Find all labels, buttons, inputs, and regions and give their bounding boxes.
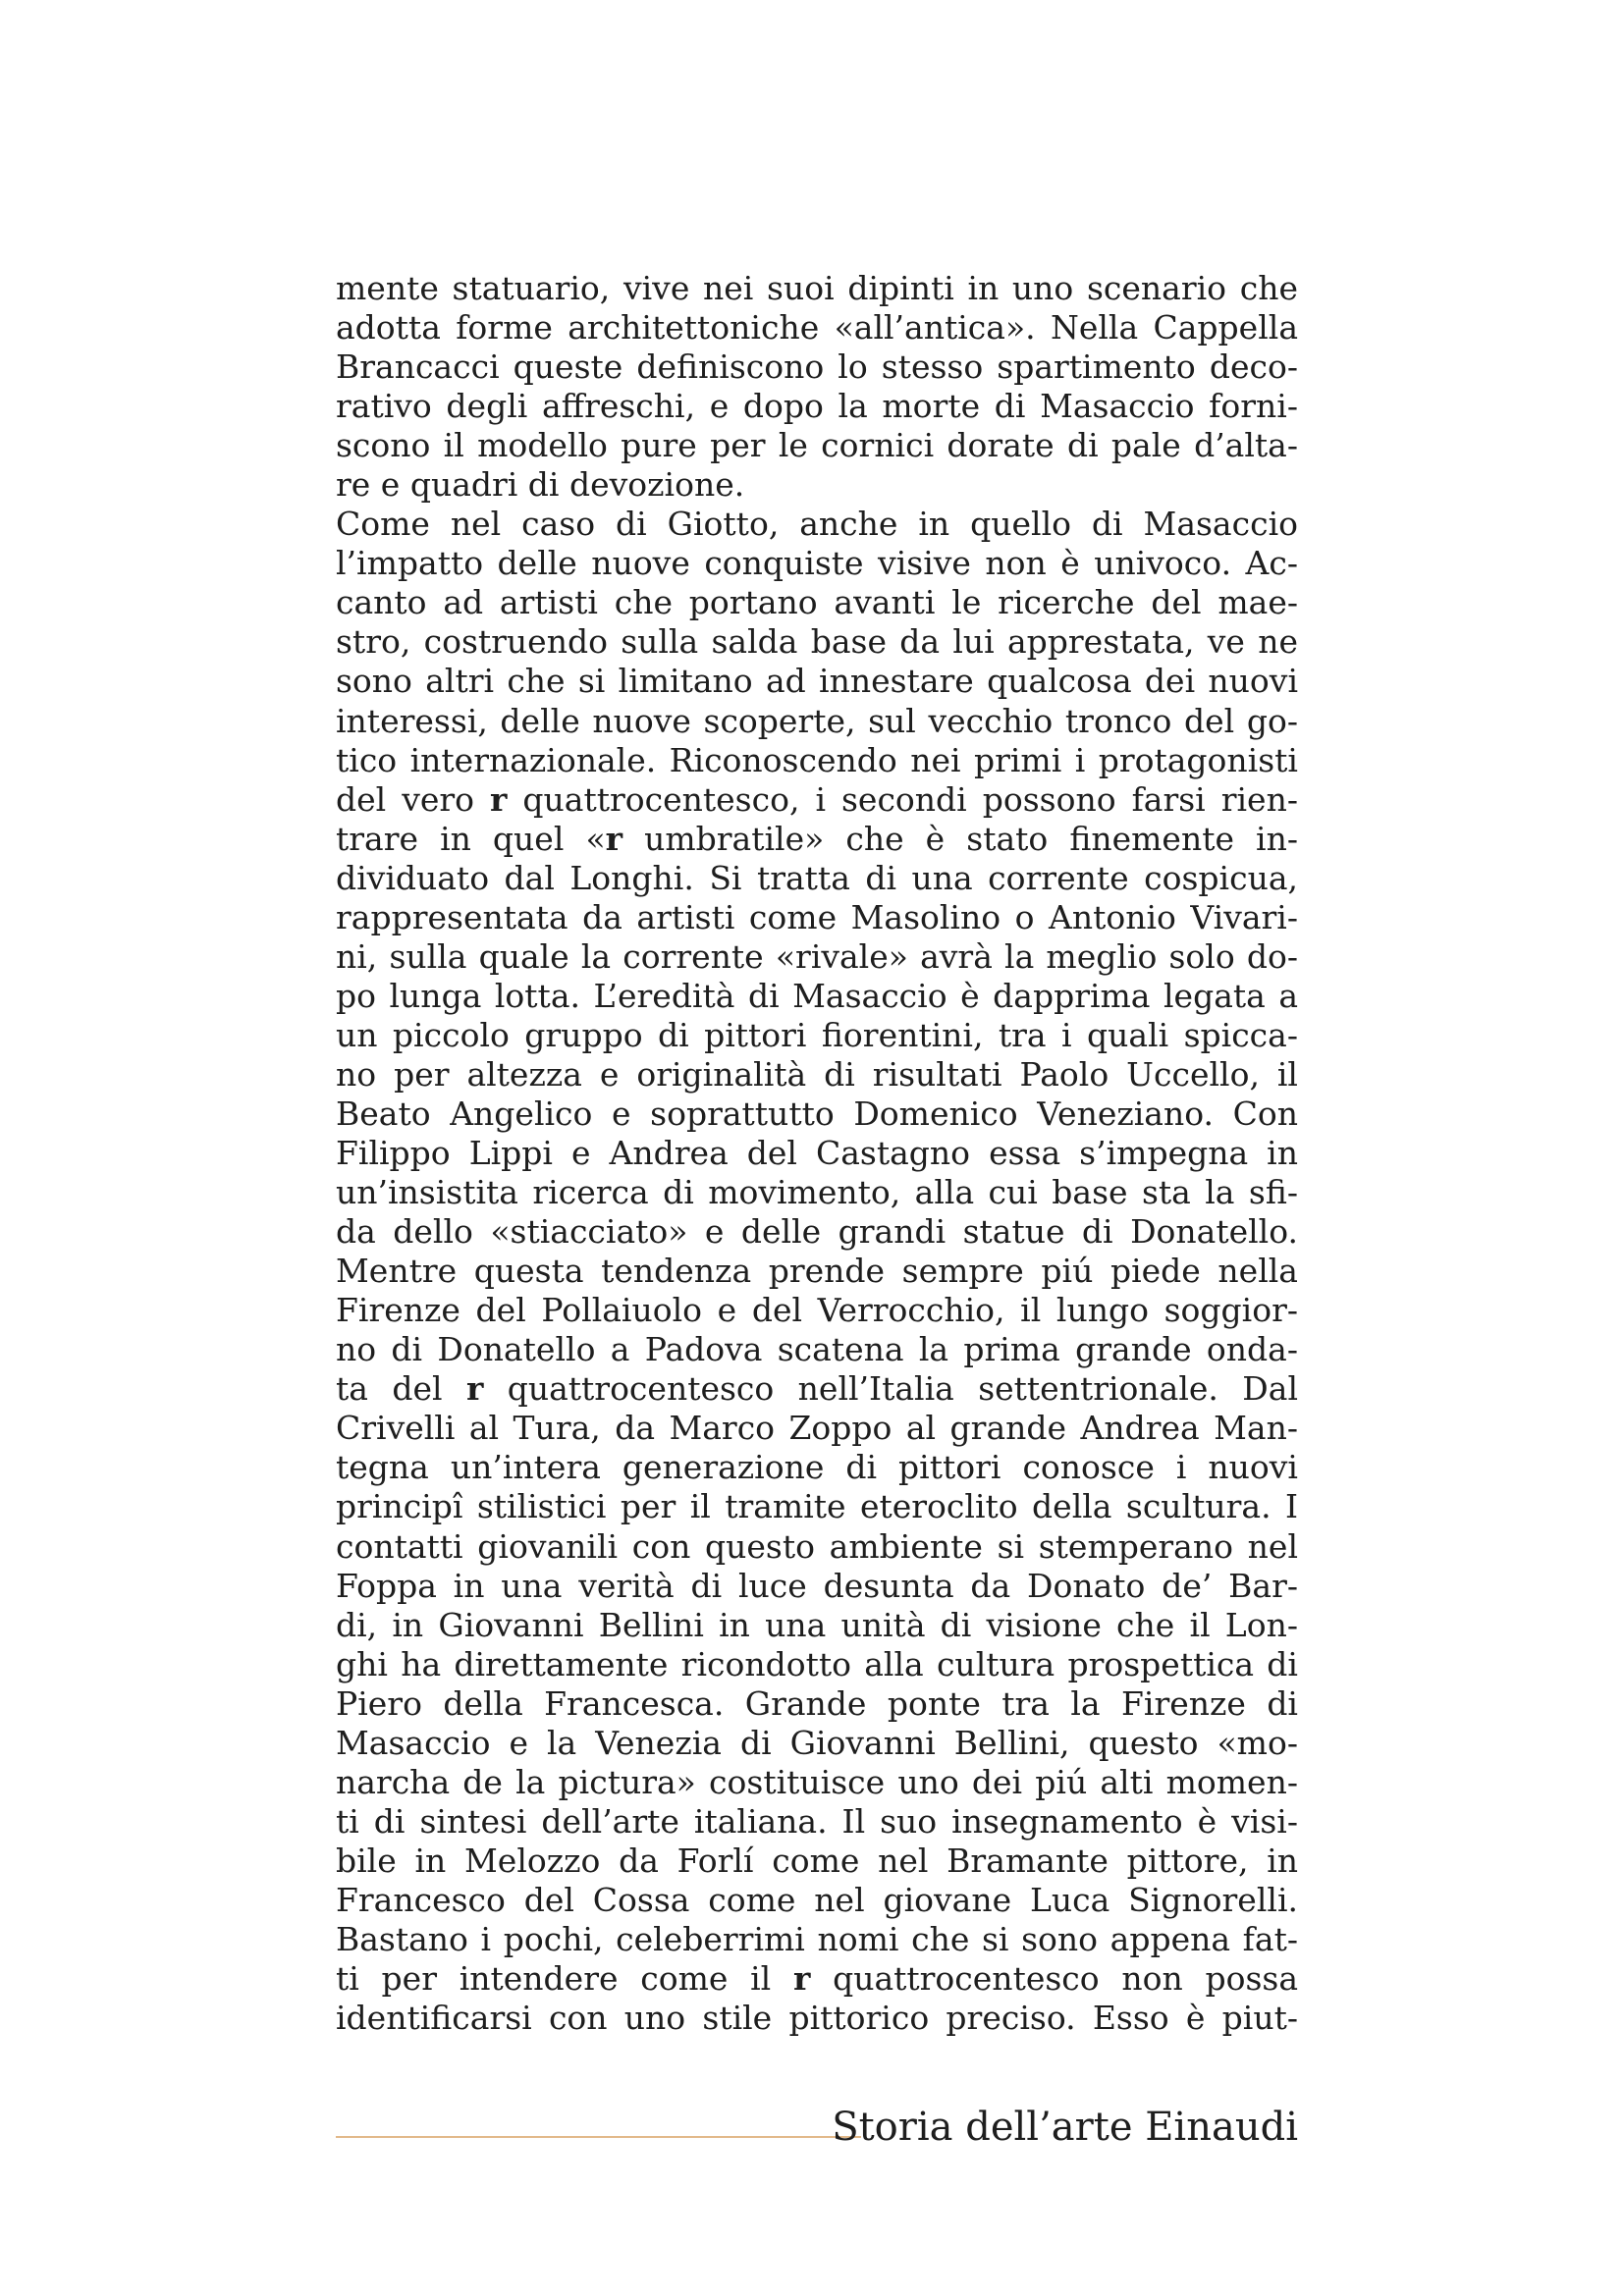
bold-r-marker: r: [605, 819, 623, 858]
text-line: Crivelli al Tura, da Marco Zoppo al grande Andrea Man-: [336, 1409, 1298, 1448]
text-line: identificarsi con uno stile pittorico preciso. Esso è piut-: [336, 1999, 1298, 2038]
body-text: [336, 269, 1298, 2038]
text-line: Francesco del Cossa come nel giovane Luca Signorelli.: [336, 1880, 1298, 1919]
text-line: ti per intendere come il r quattrocentesco non possa: [336, 1959, 1298, 1999]
text-line: stro, costruendo sulla salda base da lui apprestata, ve ne: [336, 622, 1298, 662]
text-line: Brancacci queste definiscono lo stesso spartimento deco-: [336, 347, 1298, 387]
text-line: ta del r quattrocentesco nell’Italia settentrionale. Dal: [336, 1369, 1298, 1409]
text-line: interessi, delle nuove scoperte, sul vecchio tronco del go-: [336, 701, 1298, 740]
text-line: Masaccio e la Venezia di Giovanni Bellini, questo «mo-: [336, 1723, 1298, 1762]
footer-rule: [336, 2136, 861, 2138]
text-line: di, in Giovanni Bellini in una unità di visione che il Lon-: [336, 1605, 1298, 1644]
text-line: rappresentata da artisti come Masolino o Antonio Vivari-: [336, 897, 1298, 936]
text-line: no per altezza e originalità di risultati Paolo Uccello, il: [336, 1054, 1298, 1094]
text-line: rativo degli affreschi, e dopo la morte di Masaccio forni-: [336, 387, 1298, 426]
footer-title: Storia dell’arte Einaudi: [832, 2105, 1298, 2150]
text-line: canto ad artisti che portano avanti le ricerche del mae-: [336, 583, 1298, 622]
bold-r-marker: r: [465, 1369, 484, 1409]
text-line: Filippo Lippi e Andrea del Castagno essa s’impegna in: [336, 1134, 1298, 1173]
text-line: ghi ha direttamente ricondotto alla cultura prospettica di: [336, 1644, 1298, 1683]
text-line: scono il modello pure per le cornici dorate di pale d’alta-: [336, 426, 1298, 465]
text-line: no di Donatello a Padova scatena la prima grande onda-: [336, 1330, 1298, 1369]
text-line: contatti giovanili con questo ambiente si stemperano nel: [336, 1526, 1298, 1566]
text-line: bile in Melozzo da Forlí come nel Bramante pittore, in: [336, 1841, 1298, 1880]
text-line: sono altri che si limitano ad innestare qualcosa dei nuovi: [336, 662, 1298, 701]
text-line: re e quadri di devozione.: [336, 465, 745, 505]
text-line: tico internazionale. Riconoscendo nei primi i protagonisti: [336, 740, 1298, 779]
text-line: Mentre questa tendenza prende sempre piú piede nella: [336, 1252, 1298, 1291]
text-line: del vero r quattrocentesco, i secondi possono farsi rien-: [336, 779, 1298, 819]
text-line: Bastano i pochi, celeberrimi nomi che si sono appena fat-: [336, 1919, 1298, 1958]
text-line: narcha de la pictura» costituisce uno dei piú alti momen-: [336, 1762, 1298, 1801]
text-line: Foppa in una verità di luce desunta da Donato de’ Bar-: [336, 1566, 1298, 1605]
text-line: po lunga lotta. L’eredità di Masaccio è dapprima legata a: [336, 976, 1298, 1015]
bold-r-marker: r: [792, 1959, 811, 1999]
text-line: Piero della Francesca. Grande ponte tra la Firenze di: [336, 1683, 1298, 1723]
text-line: Beato Angelico e soprattutto Domenico Veneziano. Con: [336, 1094, 1298, 1133]
text-line: ti di sintesi dell’arte italiana. Il suo insegnamento è visi-: [336, 1801, 1298, 1841]
text-line: Come nel caso di Giotto, anche in quello di Masaccio: [336, 505, 1298, 544]
text-line: un piccolo gruppo di pittori fiorentini, tra i quali spicca-: [336, 1015, 1298, 1054]
text-line: mente statuario, vive nei suoi dipinti in uno scenario che: [336, 269, 1298, 307]
text-line: un’insistita ricerca di movimento, alla cui base sta la sfi-: [336, 1173, 1298, 1212]
text-line: adotta forme architettoniche «all’antica». Nella Cappella: [336, 308, 1298, 347]
text-line: Firenze del Pollaiuolo e del Verrocchio, il lungo soggior-: [336, 1291, 1298, 1330]
text-line: da dello «stiacciato» e delle grandi statue di Donatello.: [336, 1212, 1298, 1252]
text-line: principî stilistici per il tramite eteroclito della scultura. I: [336, 1487, 1298, 1526]
text-line: ni, sulla quale la corrente «rivale» avrà la meglio solo do-: [336, 936, 1298, 976]
text-line: trare in quel «r umbratile» che è stato finemente in-: [336, 819, 1298, 858]
bold-r-marker: r: [490, 779, 508, 819]
text-line: l’impatto delle nuove conquiste visive non è univoco. Ac-: [336, 544, 1298, 583]
text-line: dividuato dal Longhi. Si tratta di una corrente cospicua,: [336, 858, 1298, 897]
text-line: tegna un’intera generazione di pittori conosce i nuovi: [336, 1448, 1298, 1487]
